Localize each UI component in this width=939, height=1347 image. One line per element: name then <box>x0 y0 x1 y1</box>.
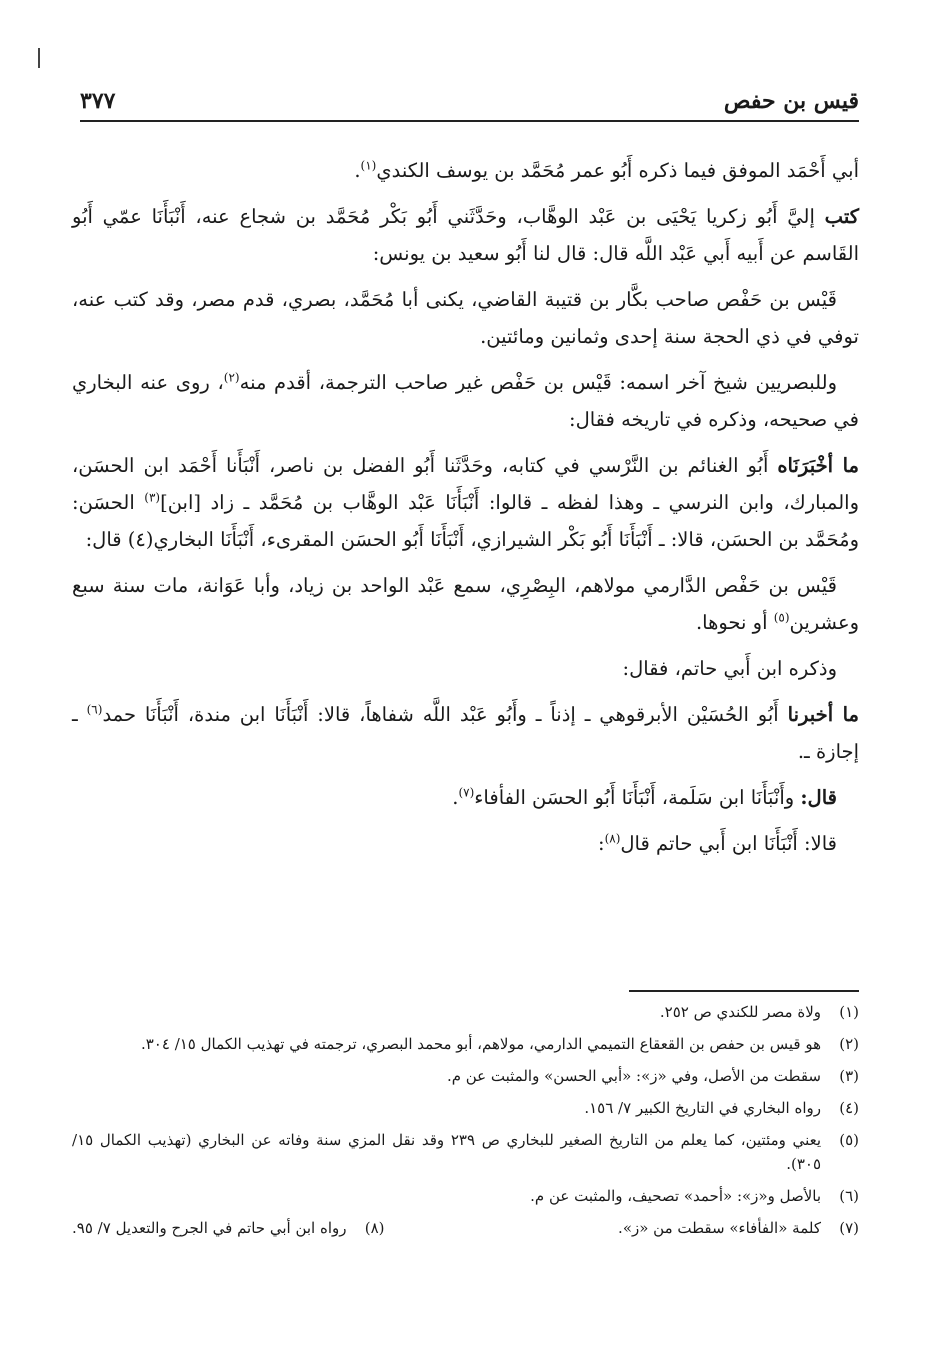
footnote-number: (٧) <box>839 1219 859 1237</box>
paragraph: قَيْس بن حَفْص صاحب بكَّار بن قتيبة القاضي، يكنى أبا مُحَمَّد، بصري، قدم مصر، وقد كتب عنه، توفي في ذي الحجة سنة إحدى وثمانين ومائتين. <box>72 288 859 348</box>
lead-word: قال: <box>800 786 837 809</box>
page-header <box>80 84 859 122</box>
footnote <box>618 1216 859 1240</box>
footnote-number: (٣) <box>839 1067 859 1085</box>
footnote-row <box>72 1216 859 1240</box>
footnote-number: (٢) <box>839 1035 859 1053</box>
paragraph: ما أخْبَرَنَاه أَبُو الغنائم بن النَّرْسي في كتابه، وحَدَّثَنا أَبُو الفضل بن ناصر، أَنْبَأَنا أَحْمَد ابن الحسَن، والمبارك، وابن النرسي ـ وهذا لفظه ـ قالوا: أَنْبَأَنَا عَبْد الوهَّاب بن مُحَمَّد ـ زاد [ابن]$^{(٣)}$ الحسَن: ومُحَمَّد بن الحسَن، قالا: ـ أَنْبَأَنَا أَبُو بَكْر الشيرازي، أَنْبَأَنَا أَبُو الحسَن المقرىء، أَنْبَأَنَا البخاري(٤) قال: <box>72 454 859 551</box>
main-text <box>72 152 859 871</box>
footnote <box>72 1064 859 1088</box>
lead-word: ما أخْبَرَنَاه <box>777 454 859 477</box>
footnote-text: رواه البخاري في التاريخ الكبير ٧/ ١٥٦. <box>584 1099 821 1117</box>
footnote-text: كلمة «الفأفاء» سقطت من «ز». <box>618 1219 821 1237</box>
footnote-number: (١) <box>839 1003 859 1021</box>
footnotes <box>72 1000 859 1240</box>
paragraph: قالا: أَنْبَأَنَا ابن أَبي حاتم قال$^{(٨)}$: <box>597 831 837 855</box>
footnote-separator <box>629 990 859 992</box>
paragraph: أبي أَحْمَد الموفق فيما ذكره أَبُو عمر مُحَمَّد بن يوسف الكندي$^{(١)}$. <box>354 158 859 182</box>
footnote <box>72 1184 859 1208</box>
running-title: قيس بن حفص <box>723 88 859 114</box>
footnote-number: (٤) <box>839 1099 859 1117</box>
footnote-number: (٥) <box>839 1131 859 1149</box>
page-number: ٣٧٧ <box>80 88 116 114</box>
footnote-number: (٨) <box>364 1219 385 1237</box>
paragraph: وذكره ابن أَبي حاتم، فقال: <box>622 657 837 680</box>
footnote-number: (٦) <box>839 1187 859 1205</box>
footnote <box>72 1000 859 1024</box>
paragraph: وللبصريين شيخ آخر اسمه: قَيْس بن حَفْص غير صاحب الترجمة، أقدم منه$^{(٢)}$، روى عنه البخاري في صحيحه، وذكره في تاريخه فقال: <box>72 370 859 431</box>
paragraph: كتب إليَّ أَبُو زكريا يَحْيَى بن عَبْد الوهَّاب، وحَدَّثَني أَبُو بَكْر مُحَمَّد بن شجاع عنه، أَنْبَأَنَا عمّي أَبُو القَاسم عن أَبيه أَبي عَبْد اللَّه قال: قال لنا أَبُو سعيد بن يونس: <box>72 205 859 265</box>
footnote <box>72 1096 859 1120</box>
paragraph: قال: وأَنْبَأَنَا ابن سَلَمة، أَنْبَأَنَا أَبُو الحسَن الفأفاء$^{(٧)}$. <box>452 785 837 809</box>
footnote-text: ولاة مصر للكندي ص ٢٥٢. <box>659 1003 821 1021</box>
paragraph: ما أخبرنا أَبُو الحُسَيْن الأبرقوهي ـ إذناً ـ وأَبُو عَبْد اللَّه شفاهاً، قالا: أَنْبَأَنَا ابن مندة، أَنْبَأَنَا حمد$^{(٦)}$ ـ إجازة ـ. <box>72 702 859 763</box>
footnote <box>72 1032 859 1056</box>
footnote <box>72 1216 385 1240</box>
footnote-text: يعني ومئتين، كما يعلم من التاريخ الصغير للبخاري ص ٢٣٩ وقد نقل المزي سنة وفاته عن البخاري (تهذيب الكمال ١٥/ ٣٠٥). <box>72 1131 822 1173</box>
footnote-text: رواه ابن أبي حاتم في الجرح والتعديل ٧/ ٩٥. <box>72 1219 347 1237</box>
margin-mark <box>38 48 40 68</box>
lead-word: ما أخبرنا <box>787 703 859 726</box>
footnote <box>72 1128 859 1176</box>
lead-word: كتب <box>824 205 859 228</box>
footnote-text: سقطت من الأصل، وفي «ز»: «أبي الحسن» والمثبت عن م. <box>446 1067 821 1085</box>
footnote-text: بالأصل و«ز»: «أحمد» تصحيف، والمثبت عن م. <box>530 1187 821 1205</box>
footnote-text: هو قيس بن حفص بن القعقاع التميمي الدارمي، مولاهم، أبو محمد البصري، ترجمته في تهذيب الكمال ١٥/ ٣٠٤. <box>140 1035 821 1053</box>
paragraph: قَيْس بن حَفْص الدَّارمي مولاهم، البِصْرِي، سمع عَبْد الواحد بن زياد، وأبا عَوَانة، مات سنة سبع وعشرين$^{(٥)}$ أو نحوها. <box>72 574 859 634</box>
